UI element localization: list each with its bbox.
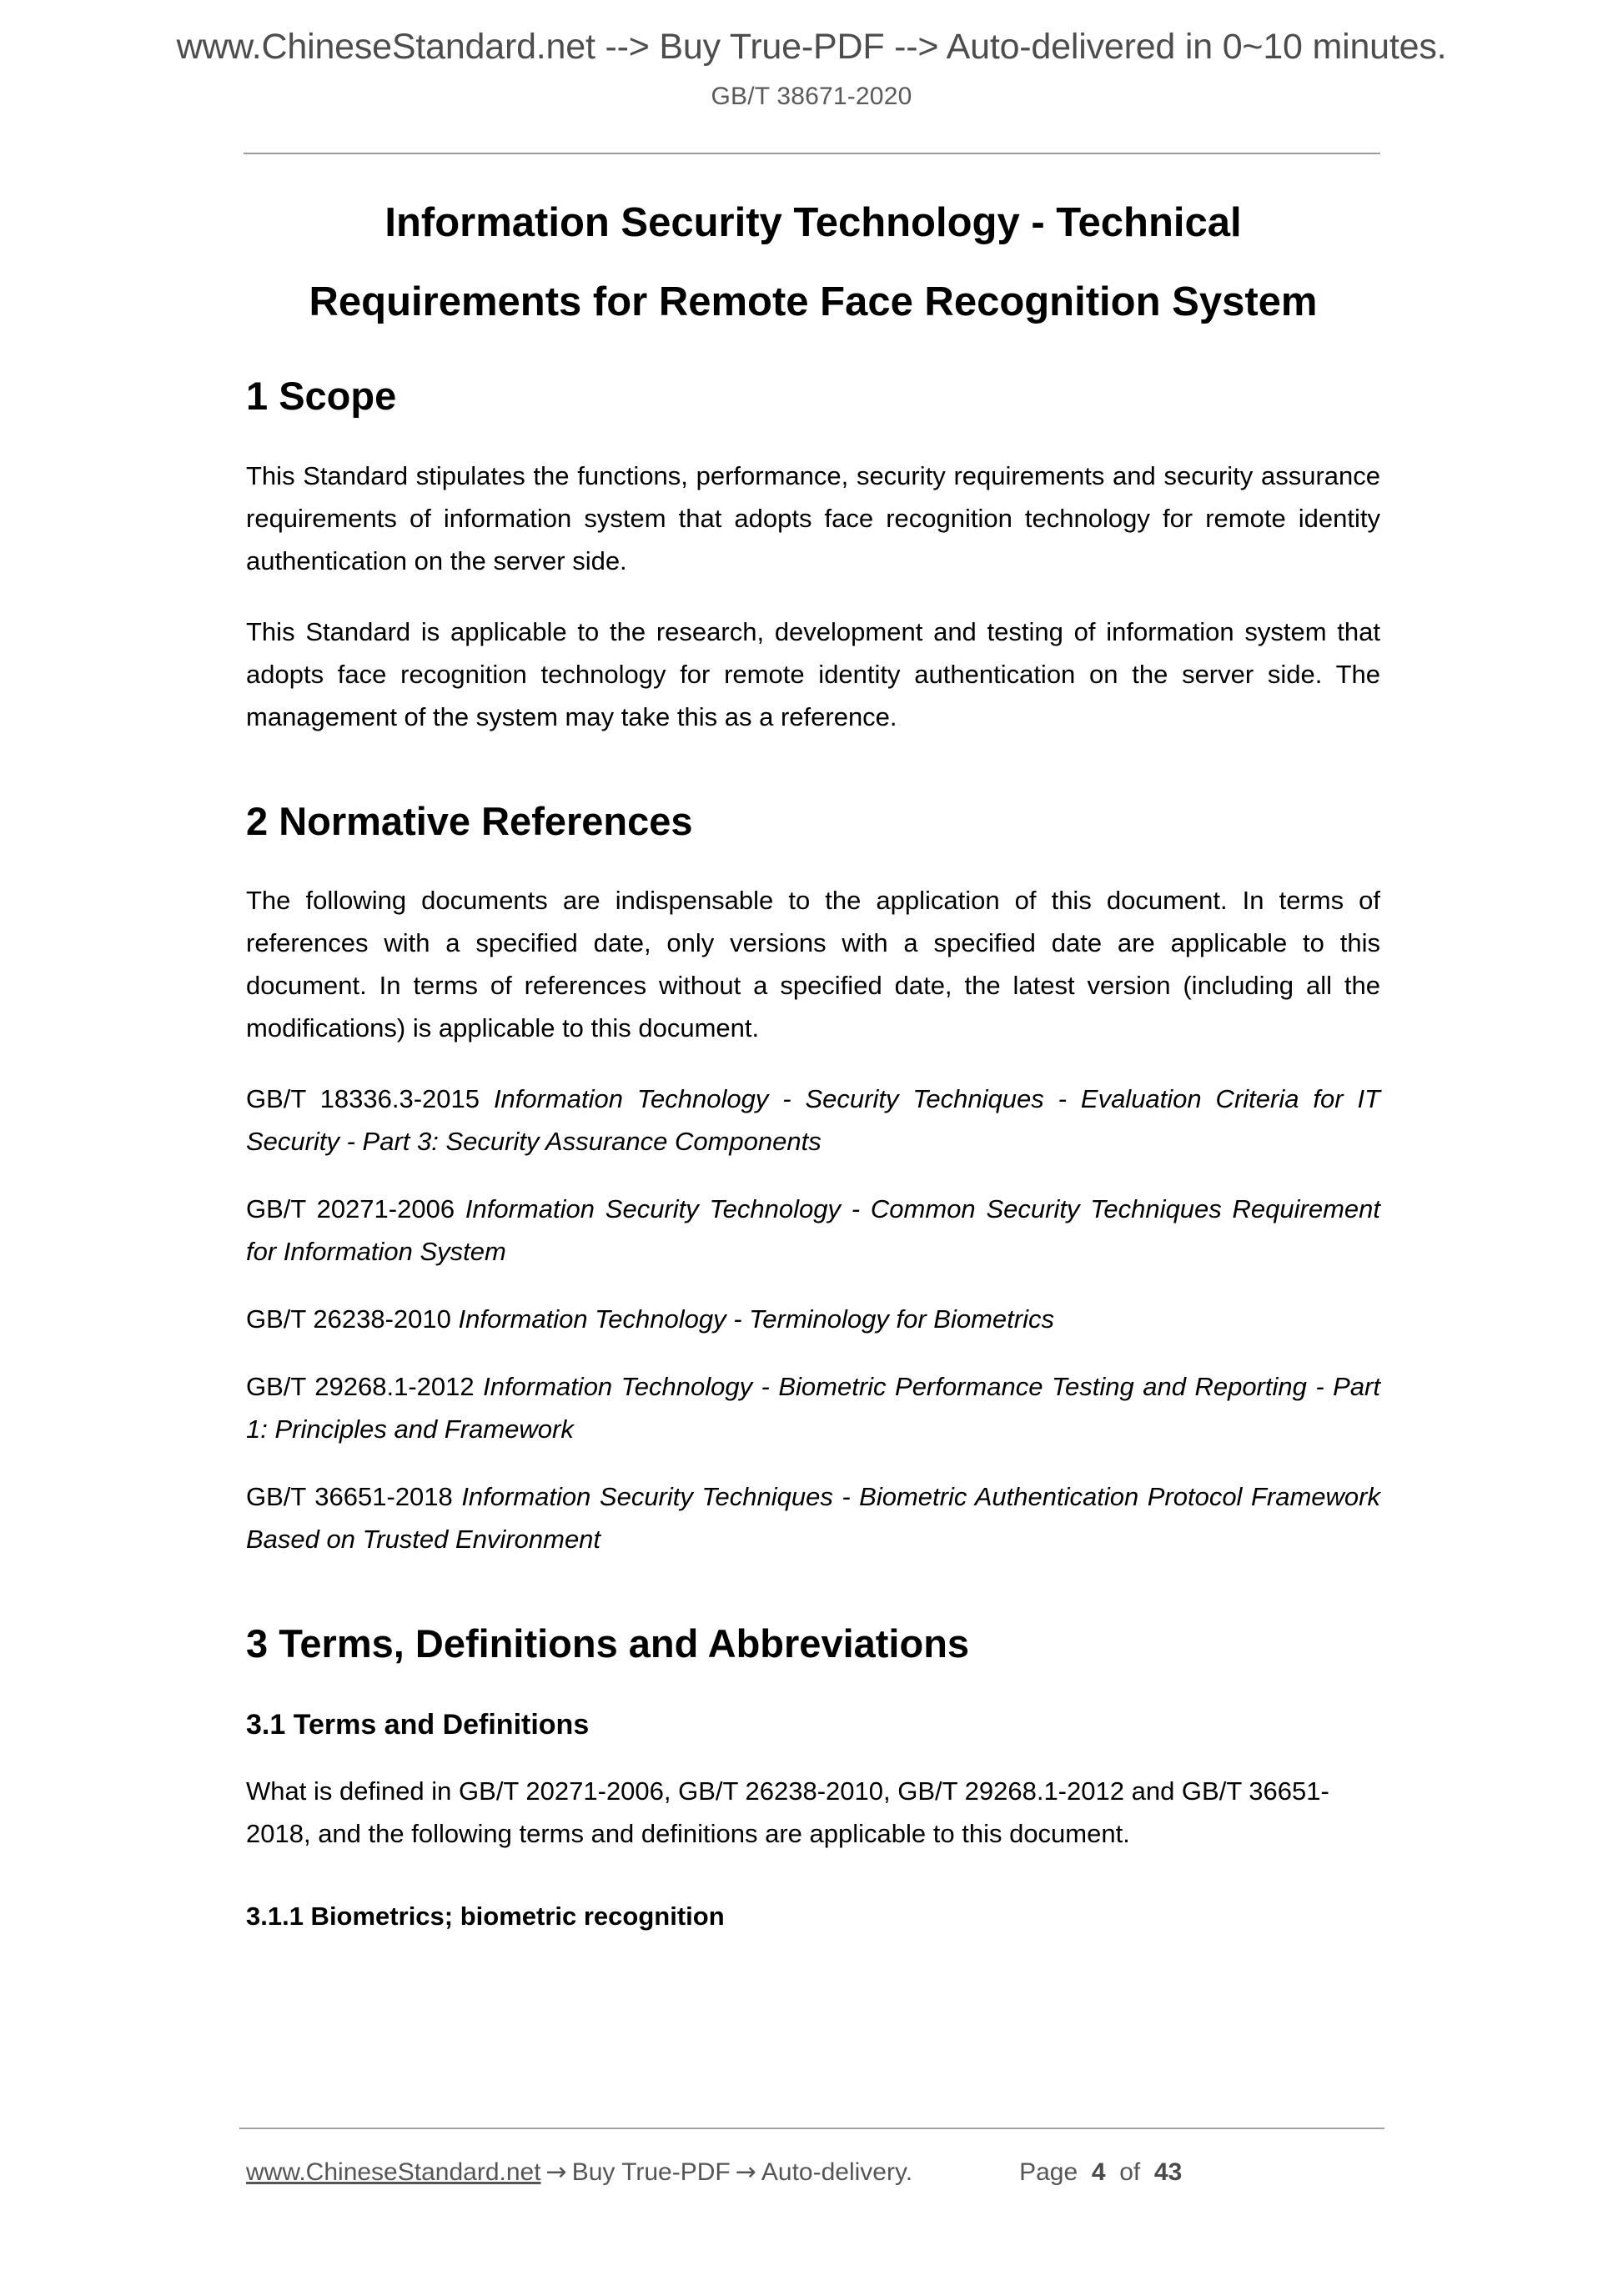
reference-code: GB/T 36651-2018	[246, 1482, 453, 1512]
reference-entry	[246, 1298, 1380, 1340]
reference-entry	[246, 1475, 1380, 1560]
reference-title: Information Security Technology - Common Security Techniques Requirement for Information System	[246, 1194, 1380, 1267]
arrow-right-icon: →	[545, 2158, 567, 2187]
header-divider	[244, 153, 1380, 154]
header-promo-text: www.ChineseStandard.net --> Buy True-PDF --> Auto-delivered in 0~10 minutes.	[176, 27, 1447, 67]
footer-delivery-label: Auto-delivery.	[761, 2158, 913, 2186]
heading-2-normative-references: 2 Normative References	[246, 798, 693, 843]
heading-1-scope: 1 Scope	[246, 374, 397, 418]
scope-paragraph-2: This Standard is applicable to the research, development and testing of information system that adopts face recognition technology for remote identity authentication on the server side. The management of the system may take this as a reference.	[246, 616, 1380, 731]
heading-3-1-terms-and-definitions: 3.1 Terms and Definitions	[246, 1709, 590, 1741]
page-footer	[246, 2157, 1384, 2188]
heading-3-terms-definitions-abbreviations: 3 Terms, Definitions and Abbreviations	[246, 1621, 970, 1666]
reference-title: Information Technology - Terminology for Biometrics	[458, 1304, 1054, 1334]
page-label: Page	[1019, 2158, 1078, 2186]
reference-title: Information Technology - Security Techniques - Evaluation Criteria for IT Security - Part 3: Security Assurance Components	[246, 1084, 1380, 1157]
arrow-right-icon: →	[735, 2158, 756, 2187]
document-title-line-1: Information Security Technology - Technical	[384, 200, 1242, 245]
reference-entry	[246, 1078, 1380, 1163]
reference-entry	[246, 1365, 1380, 1450]
footer-buy-label: Buy True-PDF	[571, 2158, 731, 2186]
terms-paragraph: What is defined in GB/T 20271-2006, GB/T 26238-2010, GB/T 29268.1-2012 and GB/T 36651-2018, and the following terms and definitions are applicable to this document.	[246, 1776, 1329, 1849]
page-number: 4	[1091, 2158, 1106, 2186]
heading-3-1-1-biometrics: 3.1.1 Biometrics; biometric recognition	[246, 1902, 725, 1932]
total-pages: 43	[1153, 2158, 1183, 2186]
normative-references-intro: The following documents are indispensable to the application of this document. In terms of references with a specified date, only versions with a specified date are applicable to this document. In terms of references without a specified date, the latest version (including all the modifications) is applicable to this document.	[246, 886, 1380, 1043]
reference-title: Information Security Techniques - Biometric Authentication Protocol Framework Based on Trusted Environment	[246, 1482, 1380, 1555]
document-title	[246, 200, 1380, 324]
page-header	[0, 25, 1623, 112]
reference-title: Information Technology - Biometric Performance Testing and Reporting - Part 1: Principles and Framework	[246, 1372, 1380, 1444]
of-label: of	[1119, 2158, 1141, 2186]
reference-code: GB/T 18336.3-2015	[246, 1084, 480, 1114]
footer-promo	[246, 2157, 912, 2188]
footer-site-link[interactable]: www.ChineseStandard.net	[246, 2158, 541, 2186]
document-title-line-2: Requirements for Remote Face Recognition System	[309, 279, 1318, 324]
reference-entry	[246, 1188, 1380, 1273]
page-indicator	[1019, 2157, 1182, 2188]
reference-code: GB/T 26238-2010	[246, 1304, 451, 1334]
reference-code: GB/T 20271-2006	[246, 1194, 455, 1224]
document-content	[246, 200, 1380, 1932]
header-standard-code: GB/T 38671-2020	[711, 82, 912, 110]
scope-paragraph-1: This Standard stipulates the functions, performance, security requirements and security assurance requirements of information system that adopts face recognition technology for remote identity authentication on the server side.	[246, 460, 1380, 575]
reference-code: GB/T 29268.1-2012	[246, 1372, 475, 1402]
footer-divider	[239, 2128, 1384, 2129]
